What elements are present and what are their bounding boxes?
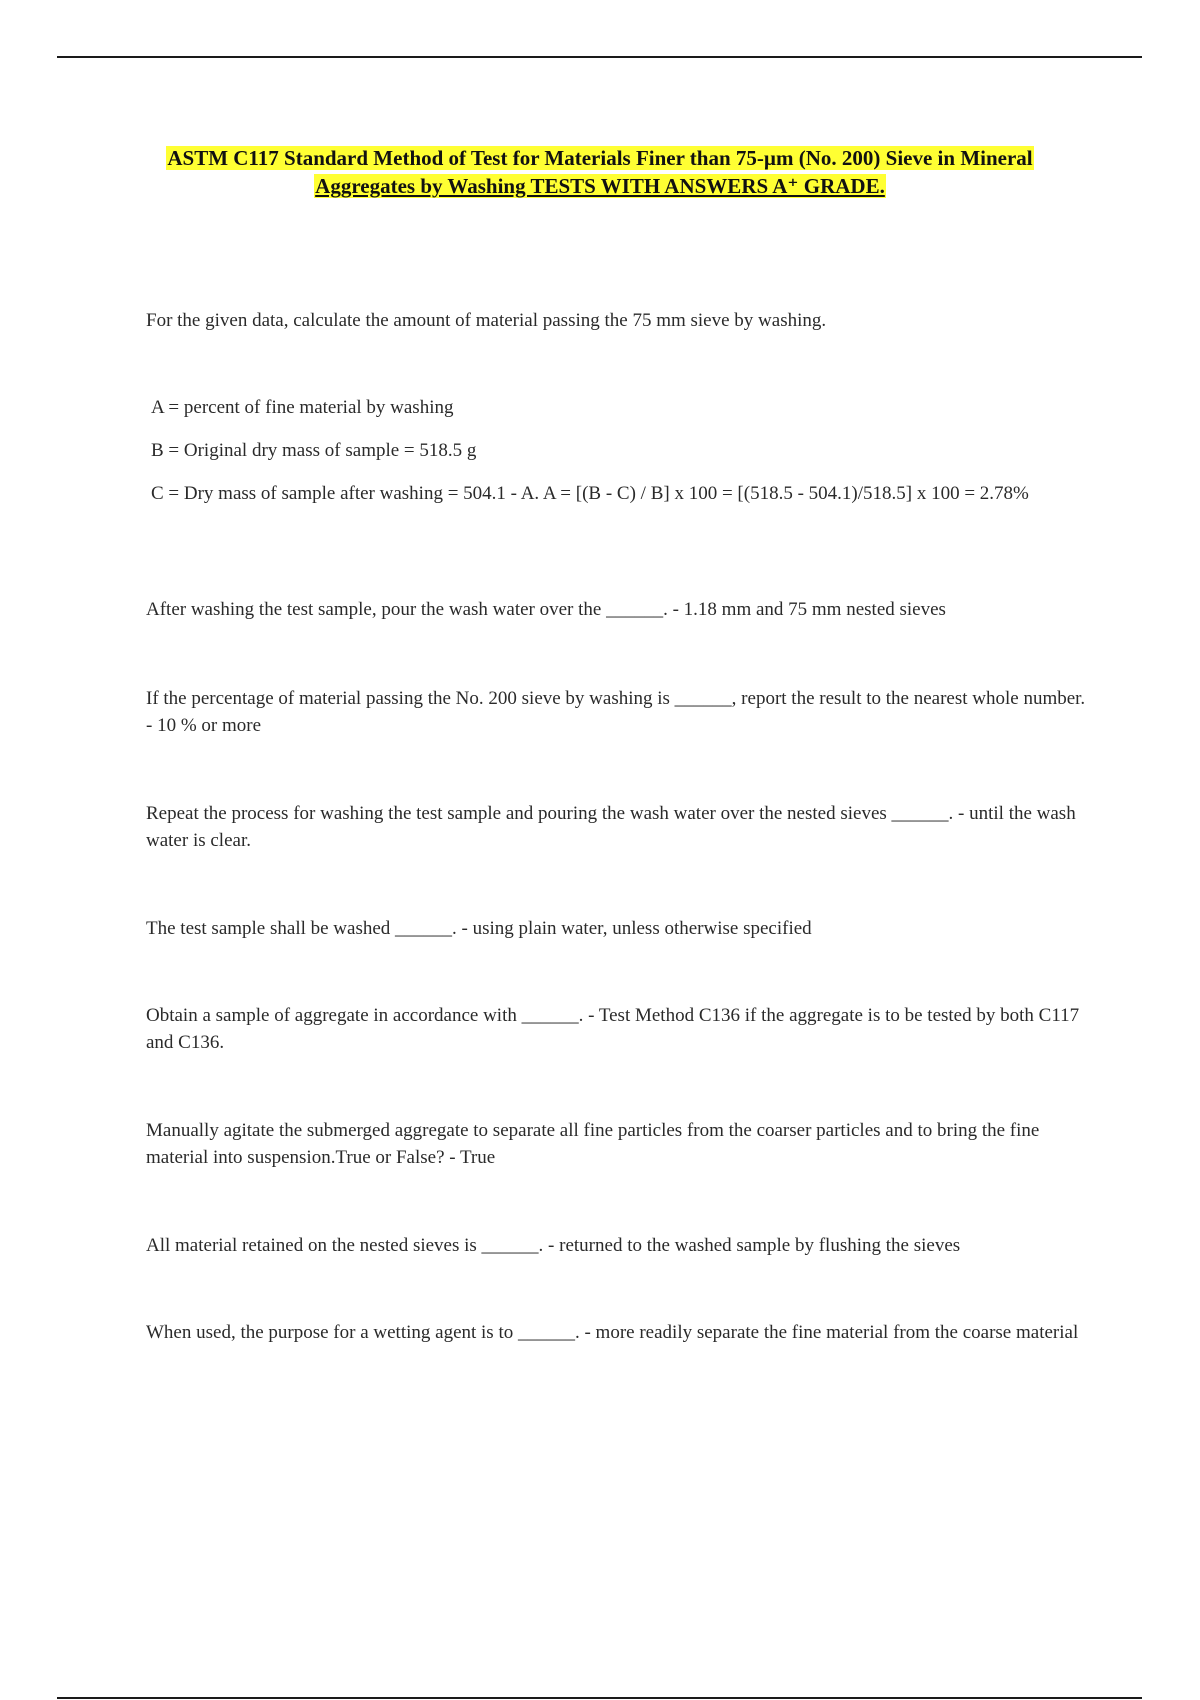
question-answer-4: The test sample shall be washed ______. - using plain water, unless otherwise specified [146, 918, 812, 939]
question-answer-7: All material retained on the nested sieves is ______. - returned to the washed sample by flushing the sieves [146, 1235, 961, 1256]
question-answer-6: Manually agitate the submerged aggregate to separate all fine particles from the coarser particles and to bring the fine material into suspension.True or False? - True [146, 1120, 1040, 1168]
title-line-1: ASTM C117 Standard Method of Test for Materials Finer than 75-µm (No. 200) Sieve in Mineral [167, 146, 1033, 170]
question-answer-8: When used, the purpose for a wetting agent is to ______. - more readily separate the fine material from the coarse material [146, 1322, 1079, 1343]
question-answer-2: If the percentage of material passing the No. 200 sieve by washing is ______, report the result to the nearest whole number. - 10 % or more [146, 688, 1086, 736]
title-line-2: Aggregates by Washing TESTS WITH ANSWERS A⁺ GRADE. [315, 174, 885, 198]
paragraph-intro: For the given data, calculate the amount of material passing the 75 mm sieve by washing. [146, 310, 827, 331]
bottom-rule [57, 1697, 1142, 1699]
paragraph-definition-c: C = Dry mass of sample after washing = 504.1 - A. A = [(B - C) / B] x 100 = [(518.5 - 504.1)/518.5] x 100 = 2.78% [151, 483, 1029, 504]
document-title [120, 144, 1080, 200]
question-answer-5: Obtain a sample of aggregate in accordance with ______. - Test Method C136 if the aggregate is to be tested by both C117 and C136. [146, 1005, 1080, 1053]
top-rule [57, 56, 1142, 58]
paragraph-definition-a: A = percent of fine material by washing [151, 397, 454, 418]
question-answer-3: Repeat the process for washing the test sample and pouring the wash water over the nested sieves ______. - until the wash water is clear. [146, 803, 1076, 851]
paragraph-definition-b: B = Original dry mass of sample = 518.5 g [151, 440, 477, 461]
question-answer-1: After washing the test sample, pour the wash water over the ______. - 1.18 mm and 75 mm nested sieves [146, 599, 946, 620]
